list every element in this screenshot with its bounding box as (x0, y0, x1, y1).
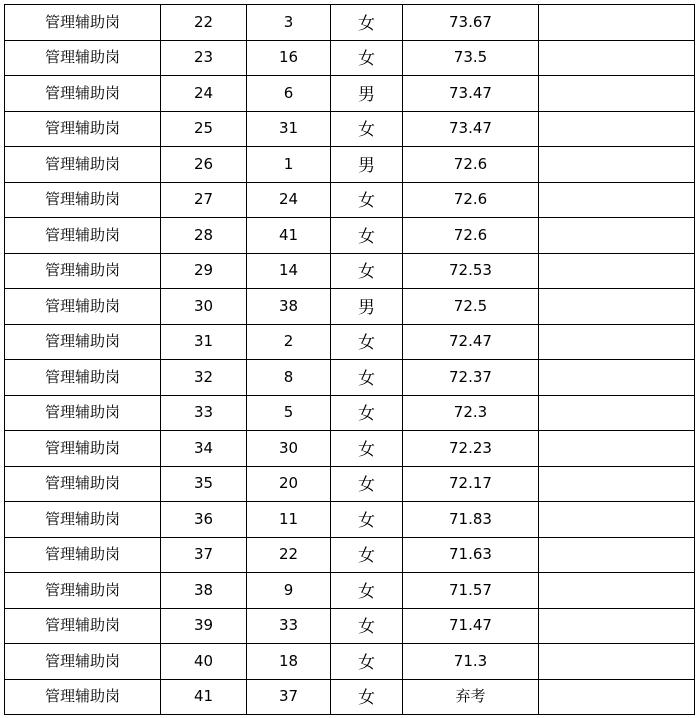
score-cell (403, 5, 539, 41)
gender-cell (331, 466, 403, 502)
score-cell-text: 71.3 (453, 651, 488, 670)
post-cell (5, 182, 161, 218)
table-row (5, 218, 695, 254)
rank-cell-text: 39 (193, 616, 214, 635)
id-cell (247, 40, 331, 76)
gender-cell-text: 女 (358, 510, 375, 531)
score-cell (403, 466, 539, 502)
table-row (5, 644, 695, 680)
score-cell-text: 72.37 (449, 367, 492, 386)
gender-cell (331, 360, 403, 396)
id-cell-text: 16 (278, 48, 299, 67)
post-cell (5, 466, 161, 502)
note-cell (539, 395, 695, 431)
post-cell-text: 管理辅助岗 (44, 190, 120, 209)
table-row (5, 182, 695, 218)
gender-cell-text: 男 (358, 84, 375, 105)
note-cell (539, 466, 695, 502)
score-cell-text: 71.57 (449, 580, 492, 599)
table-row (5, 431, 695, 467)
post-cell (5, 111, 161, 147)
post-cell-text: 管理辅助岗 (44, 687, 120, 706)
id-cell (247, 608, 331, 644)
post-cell (5, 573, 161, 609)
table-row (5, 324, 695, 360)
id-cell (247, 324, 331, 360)
score-cell-text: 72.3 (453, 403, 488, 422)
score-cell (403, 395, 539, 431)
note-cell (539, 40, 695, 76)
score-cell (403, 218, 539, 254)
gender-cell-text: 女 (358, 617, 375, 638)
rank-cell-text: 29 (193, 261, 214, 280)
table-row (5, 289, 695, 325)
rank-cell (161, 111, 247, 147)
gender-cell (331, 253, 403, 289)
post-cell-text: 管理辅助岗 (44, 509, 120, 528)
post-cell (5, 253, 161, 289)
id-cell-text: 20 (278, 474, 299, 493)
note-cell (539, 111, 695, 147)
post-cell (5, 431, 161, 467)
id-cell (247, 573, 331, 609)
id-cell (247, 218, 331, 254)
rank-cell (161, 502, 247, 538)
rank-cell-text: 32 (193, 367, 214, 386)
gender-cell-text: 男 (358, 155, 375, 176)
table-row (5, 147, 695, 183)
id-cell-text: 24 (278, 190, 299, 209)
id-cell-text: 37 (278, 687, 299, 706)
id-cell (247, 395, 331, 431)
post-cell-text: 管理辅助岗 (44, 438, 120, 457)
id-cell-text: 8 (283, 367, 294, 386)
gender-cell (331, 608, 403, 644)
rank-cell-text: 22 (193, 12, 214, 31)
rank-cell-text: 25 (193, 119, 214, 138)
post-cell (5, 360, 161, 396)
gender-cell-text: 女 (358, 226, 375, 247)
note-cell (539, 502, 695, 538)
note-cell (539, 5, 695, 41)
score-cell-text: 72.6 (453, 190, 488, 209)
post-cell (5, 76, 161, 112)
rank-cell (161, 289, 247, 325)
rank-cell-text: 34 (193, 438, 214, 457)
table-body (5, 5, 695, 715)
score-cell-text: 73.47 (449, 83, 492, 102)
score-cell-text: 71.83 (449, 509, 492, 528)
score-cell-text: 72.47 (449, 332, 492, 351)
score-cell-text: 72.53 (449, 261, 492, 280)
id-cell (247, 679, 331, 715)
id-cell (247, 431, 331, 467)
post-cell (5, 608, 161, 644)
post-cell (5, 5, 161, 41)
score-cell (403, 289, 539, 325)
table-row (5, 40, 695, 76)
note-cell (539, 324, 695, 360)
id-cell (247, 502, 331, 538)
note-cell (539, 147, 695, 183)
rank-cell (161, 76, 247, 112)
score-cell-text: 弃考 (455, 687, 486, 706)
score-cell-text: 71.63 (449, 545, 492, 564)
gender-cell (331, 431, 403, 467)
rank-cell-text: 23 (193, 48, 214, 67)
rank-cell-text: 38 (193, 580, 214, 599)
id-cell-text: 18 (278, 651, 299, 670)
id-cell (247, 147, 331, 183)
score-cell-text: 73.5 (453, 48, 488, 67)
gender-cell-text: 女 (358, 475, 375, 496)
post-cell-text: 管理辅助岗 (44, 403, 120, 422)
id-cell-text: 2 (283, 332, 294, 351)
rank-cell (161, 182, 247, 218)
id-cell (247, 76, 331, 112)
rank-cell (161, 324, 247, 360)
id-cell-text: 1 (283, 154, 294, 173)
post-cell (5, 40, 161, 76)
score-cell (403, 111, 539, 147)
post-cell (5, 502, 161, 538)
post-cell-text: 管理辅助岗 (44, 261, 120, 280)
post-cell-text: 管理辅助岗 (44, 367, 120, 386)
score-cell-text: 71.47 (449, 616, 492, 635)
note-cell (539, 218, 695, 254)
rank-cell (161, 253, 247, 289)
rank-cell (161, 218, 247, 254)
score-cell-text: 73.67 (449, 12, 492, 31)
post-cell (5, 147, 161, 183)
score-table (4, 4, 695, 715)
score-cell (403, 40, 539, 76)
gender-cell (331, 182, 403, 218)
note-cell (539, 431, 695, 467)
id-cell-text: 14 (278, 261, 299, 280)
gender-cell (331, 40, 403, 76)
gender-cell-text: 女 (358, 439, 375, 460)
rank-cell (161, 147, 247, 183)
score-cell-text: 72.5 (453, 296, 488, 315)
gender-cell (331, 289, 403, 325)
table-row (5, 76, 695, 112)
post-cell (5, 537, 161, 573)
rank-cell (161, 40, 247, 76)
table-row (5, 537, 695, 573)
score-cell (403, 679, 539, 715)
post-cell-text: 管理辅助岗 (44, 651, 120, 670)
score-cell (403, 431, 539, 467)
score-cell-text: 73.47 (449, 119, 492, 138)
score-cell-text: 72.6 (453, 225, 488, 244)
post-cell (5, 324, 161, 360)
gender-cell-text: 男 (358, 297, 375, 318)
score-cell (403, 147, 539, 183)
id-cell-text: 3 (283, 12, 294, 31)
rank-cell (161, 679, 247, 715)
gender-cell (331, 76, 403, 112)
score-cell (403, 360, 539, 396)
note-cell (539, 573, 695, 609)
rank-cell (161, 573, 247, 609)
score-cell (403, 573, 539, 609)
id-cell-text: 6 (283, 83, 294, 102)
post-cell-text: 管理辅助岗 (44, 12, 120, 31)
score-cell-text: 72.23 (449, 438, 492, 457)
score-cell-text: 72.17 (449, 474, 492, 493)
note-cell (539, 289, 695, 325)
score-cell (403, 537, 539, 573)
id-cell (247, 182, 331, 218)
id-cell-text: 31 (278, 119, 299, 138)
id-cell-text: 33 (278, 616, 299, 635)
gender-cell-text: 女 (358, 120, 375, 141)
gender-cell (331, 5, 403, 41)
gender-cell (331, 218, 403, 254)
rank-cell (161, 644, 247, 680)
note-cell (539, 76, 695, 112)
gender-cell (331, 111, 403, 147)
rank-cell-text: 40 (193, 651, 214, 670)
id-cell-text: 41 (278, 225, 299, 244)
id-cell-text: 11 (278, 509, 299, 528)
post-cell-text: 管理辅助岗 (44, 545, 120, 564)
post-cell (5, 679, 161, 715)
rank-cell (161, 537, 247, 573)
table-row (5, 679, 695, 715)
gender-cell-text: 女 (358, 368, 375, 389)
rank-cell-text: 24 (193, 83, 214, 102)
table-row (5, 111, 695, 147)
table-row (5, 395, 695, 431)
post-cell-text: 管理辅助岗 (44, 332, 120, 351)
id-cell (247, 537, 331, 573)
score-cell (403, 644, 539, 680)
gender-cell-text: 女 (358, 191, 375, 212)
post-cell-text: 管理辅助岗 (44, 580, 120, 599)
post-cell-text: 管理辅助岗 (44, 119, 120, 138)
rank-cell-text: 35 (193, 474, 214, 493)
note-cell (539, 644, 695, 680)
post-cell (5, 289, 161, 325)
post-cell (5, 218, 161, 254)
table-row (5, 253, 695, 289)
table-row (5, 466, 695, 502)
score-cell (403, 608, 539, 644)
score-cell (403, 253, 539, 289)
rank-cell-text: 27 (193, 190, 214, 209)
score-cell (403, 324, 539, 360)
gender-cell-text: 女 (358, 13, 375, 34)
gender-cell-text: 女 (358, 581, 375, 602)
score-cell-text: 72.6 (453, 154, 488, 173)
table-row (5, 608, 695, 644)
gender-cell (331, 502, 403, 538)
table-row (5, 360, 695, 396)
rank-cell-text: 26 (193, 154, 214, 173)
gender-cell (331, 537, 403, 573)
score-table-container (4, 4, 695, 715)
post-cell-text: 管理辅助岗 (44, 474, 120, 493)
gender-cell-text: 女 (358, 546, 375, 567)
post-cell-text: 管理辅助岗 (44, 616, 120, 635)
gender-cell (331, 644, 403, 680)
rank-cell-text: 33 (193, 403, 214, 422)
score-cell (403, 182, 539, 218)
post-cell-text: 管理辅助岗 (44, 296, 120, 315)
id-cell-text: 30 (278, 438, 299, 457)
score-cell (403, 76, 539, 112)
rank-cell-text: 28 (193, 225, 214, 244)
gender-cell (331, 395, 403, 431)
note-cell (539, 253, 695, 289)
rank-cell (161, 431, 247, 467)
id-cell (247, 5, 331, 41)
rank-cell (161, 5, 247, 41)
gender-cell-text: 女 (358, 49, 375, 70)
gender-cell (331, 324, 403, 360)
post-cell (5, 395, 161, 431)
gender-cell-text: 女 (358, 404, 375, 425)
id-cell-text: 9 (283, 580, 294, 599)
rank-cell (161, 395, 247, 431)
table-row (5, 5, 695, 41)
id-cell (247, 253, 331, 289)
post-cell-text: 管理辅助岗 (44, 154, 120, 173)
rank-cell-text: 30 (193, 296, 214, 315)
gender-cell-text: 女 (358, 333, 375, 354)
id-cell (247, 466, 331, 502)
gender-cell (331, 573, 403, 609)
note-cell (539, 679, 695, 715)
note-cell (539, 182, 695, 218)
id-cell (247, 644, 331, 680)
rank-cell-text: 37 (193, 545, 214, 564)
id-cell (247, 360, 331, 396)
note-cell (539, 537, 695, 573)
rank-cell (161, 608, 247, 644)
post-cell-text: 管理辅助岗 (44, 83, 120, 102)
rank-cell-text: 41 (193, 687, 214, 706)
id-cell-text: 22 (278, 545, 299, 564)
post-cell-text: 管理辅助岗 (44, 48, 120, 67)
gender-cell-text: 女 (358, 688, 375, 709)
id-cell (247, 289, 331, 325)
rank-cell (161, 360, 247, 396)
rank-cell-text: 31 (193, 332, 214, 351)
gender-cell-text: 女 (358, 262, 375, 283)
rank-cell (161, 466, 247, 502)
id-cell-text: 5 (283, 403, 294, 422)
table-row (5, 502, 695, 538)
gender-cell (331, 147, 403, 183)
note-cell (539, 360, 695, 396)
post-cell (5, 644, 161, 680)
rank-cell-text: 36 (193, 509, 214, 528)
id-cell-text: 38 (278, 296, 299, 315)
gender-cell-text: 女 (358, 652, 375, 673)
id-cell (247, 111, 331, 147)
score-cell (403, 502, 539, 538)
table-row (5, 573, 695, 609)
post-cell-text: 管理辅助岗 (44, 225, 120, 244)
gender-cell (331, 679, 403, 715)
note-cell (539, 608, 695, 644)
